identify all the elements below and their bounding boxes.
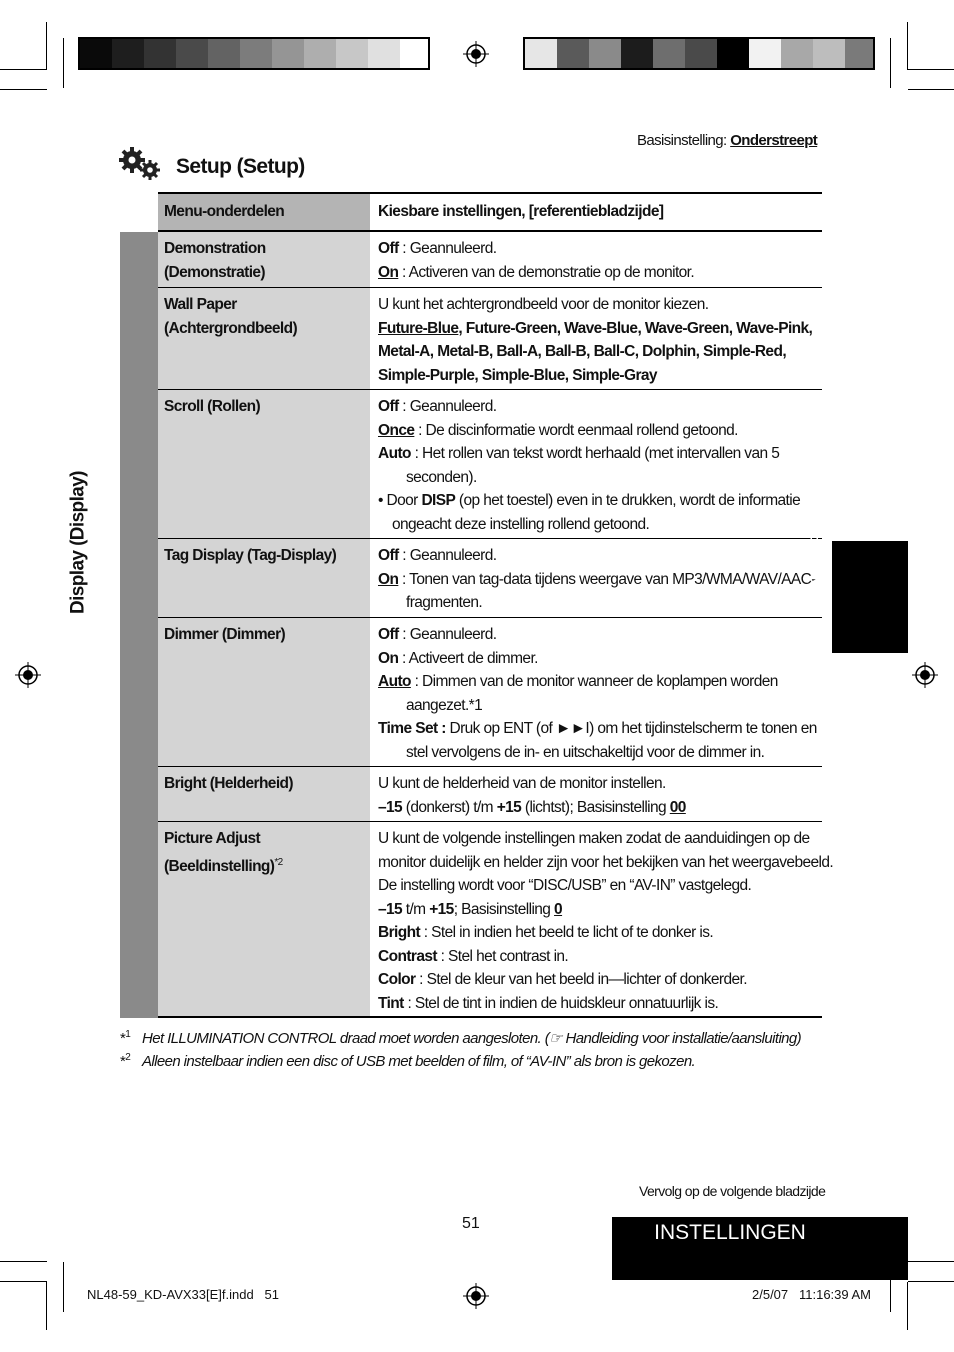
registration-mark-icon [463, 41, 489, 67]
crop-mark [907, 1282, 908, 1330]
option-key: On [378, 649, 399, 667]
row-description [378, 395, 822, 536]
row-name-line: Dimmer (Dimmer) [164, 626, 286, 643]
description-text: U kunt de volgende instellingen maken zodat de aanduidingen op de [378, 830, 810, 847]
table-row-demonstration [158, 232, 822, 288]
crop-mark [63, 38, 64, 88]
range-min: –15 [378, 900, 403, 918]
crop-mark [908, 1281, 954, 1282]
option-text: : Het rollen van tekst wordt herhaald (met intervallen van 5 [410, 445, 780, 462]
column-header-items: Menu-onderdelen [164, 203, 285, 220]
row-name-line: (Demonstratie) [164, 263, 265, 281]
crop-mark [907, 22, 908, 70]
crop-mark [0, 1281, 47, 1282]
crop-mark [908, 69, 954, 70]
footnote-mark: * [120, 1030, 126, 1047]
table-row-scroll [158, 390, 822, 539]
description-text: monitor duidelijk en helder zijn voor het bekijken van het weergavebeeld. [378, 853, 834, 871]
row-name [164, 237, 266, 284]
option-key: Bright [378, 924, 421, 941]
option-key: Off [378, 398, 399, 415]
option-list: , Future-Green, Wave-Blue, Wave-Green, Wave-Pink, [458, 319, 813, 337]
print-date: 2/5/07 11:16:39 AM [752, 1287, 872, 1302]
table-row-tag-display [158, 539, 822, 618]
footnote-text: Het ILLUMINATION CONTROL draad moet worden aangesloten. (☞ Handleiding voor installatie/aansluiting) [142, 1030, 802, 1047]
page-number: 51 [462, 1215, 480, 1232]
range-text: (donkerst) t/m [402, 798, 497, 816]
registration-mark-icon [463, 1283, 489, 1309]
option-text: : Stel de kleur van het beeld in—lichter of donkerder. [415, 971, 747, 988]
table-row-bright [158, 767, 822, 822]
row-name [164, 827, 283, 878]
row-name-line: Scroll (Rollen) [164, 398, 261, 415]
option-list: Metal-A, Metal-B, Ball-A, Ball-B, Ball-C, Dolphin, Simple-Red, [378, 343, 787, 360]
row-name [164, 293, 297, 340]
column-header-options: Kiesbare instellingen, [referentiebladzijde] [378, 203, 664, 220]
footnote-number: 1 [125, 1029, 131, 1040]
default-setting-value: Onderstreept [730, 132, 818, 149]
range-min: –15 [378, 798, 403, 816]
table-row-wallpaper [158, 288, 822, 390]
registration-mark-icon [912, 662, 938, 688]
option-key: Contrast [378, 947, 437, 965]
section-tab [612, 1217, 908, 1280]
row-description [378, 772, 822, 819]
row-name [164, 623, 285, 647]
option-text: : Geannuleerd. [398, 398, 497, 415]
option-key-default: On [378, 263, 399, 281]
option-text: : Geannuleerd. [398, 240, 497, 257]
crop-mark [890, 38, 891, 88]
button-name: DISP [421, 492, 456, 509]
crop-mark [46, 1282, 47, 1330]
table-row-dimmer [158, 618, 822, 767]
option-text: Druk op ENT (of ►►I) om het tijdinstelscherm te tonen en [445, 720, 817, 737]
option-text-continued: stel vervolgens de in- en uitschakeltijd voor de dimmer in. [406, 743, 765, 761]
option-key-default: On [378, 570, 399, 588]
footnote-1 [120, 1029, 801, 1047]
bullet-icon: • [378, 492, 383, 509]
row-description [378, 544, 822, 615]
option-list: Simple-Purple, Simple-Blue, Simple-Gray [378, 366, 657, 384]
option-key: Color [378, 971, 416, 988]
row-description [378, 237, 822, 284]
group-label: Display (Display) [67, 471, 89, 614]
note-text-continued: ongeacht deze instelling rollend getoond. [392, 515, 650, 533]
section-label: INSTELLINGEN [654, 1221, 806, 1244]
table-row-picture-adjust [158, 822, 834, 1018]
row-name [164, 395, 260, 419]
description-text: U kunt de helderheid van de monitor instellen. [378, 775, 666, 792]
option-default: Future-Blue [378, 319, 459, 337]
group-band [67, 232, 158, 1018]
option-text: : De discinformatie wordt eenmaal rollend getoond. [414, 421, 738, 439]
range-max: +15 [429, 900, 454, 918]
footnote-2 [120, 1052, 695, 1070]
page-title: Setup (Setup) [176, 155, 305, 178]
option-text-continued: aangezet.*1 [406, 696, 483, 714]
footnote-ref: *2 [274, 856, 283, 868]
option-text-continued: seconden). [406, 468, 477, 486]
gear-icon [118, 146, 162, 182]
registration-mark-icon [15, 662, 41, 688]
row-description [378, 623, 822, 764]
range-default: 0 [554, 900, 563, 918]
option-key: Tint [378, 994, 404, 1012]
option-key: Off [378, 240, 399, 257]
row-name-line: (Beeldinstelling) [164, 857, 275, 875]
grayscale-bar-left [78, 37, 430, 70]
option-text: : Stel de tint in indien de huidskleur onnatuurlijk is. [403, 994, 719, 1012]
option-text: : Geannuleerd. [398, 547, 497, 564]
description-text: De instelling wordt voor “DISC/USB” en “AV-IN” vastgelegd. [378, 877, 752, 894]
table-header [158, 192, 822, 232]
crop-mark [46, 22, 47, 70]
file-info: NL48-59_KD-AVX33[E]f.indd 51 [87, 1287, 279, 1302]
range-default: 00 [669, 798, 686, 816]
row-name [164, 772, 293, 796]
row-description [378, 827, 834, 1015]
range-max: +15 [496, 798, 522, 816]
language-tab [808, 462, 908, 653]
footnote-text: Alleen instelbaar indien een disc of USB met beelden of film, of “AV-IN” als bron is gekozen. [142, 1053, 696, 1070]
crop-mark [908, 89, 954, 90]
option-key: Auto [378, 445, 411, 462]
footnote-mark: * [120, 1053, 126, 1070]
note-text: Door [382, 492, 422, 509]
crop-mark [0, 69, 47, 70]
option-key-default: Once [378, 421, 415, 439]
language-label: NEDERLANDS [808, 462, 830, 586]
row-name-line: Tag Display (Tag-Display) [164, 547, 337, 564]
option-text: : Stel in indien het beeld te licht of te donker is. [420, 924, 714, 941]
default-setting-label: Basisinstelling: [637, 132, 731, 149]
option-key: Time Set : [378, 720, 446, 737]
range-text: t/m [402, 900, 430, 918]
option-key-default: Auto [378, 673, 411, 690]
row-name-line: Bright (Helderheid) [164, 775, 293, 792]
crop-mark [908, 1261, 954, 1262]
option-text-continued: fragmenten. [406, 594, 483, 611]
row-name-line: Demonstration [164, 240, 266, 257]
option-text: : Geannuleerd. [398, 626, 497, 643]
option-key: Off [378, 626, 399, 643]
footnote-number: 2 [125, 1052, 131, 1063]
crop-mark [63, 1262, 64, 1312]
row-name-line: Wall Paper [164, 296, 237, 313]
row-description [378, 293, 822, 387]
note-text: (op het toestel) even in te drukken, wordt de informatie [455, 492, 801, 509]
row-name [164, 544, 336, 568]
continued-note: Vervolg op de volgende bladzijde [639, 1183, 826, 1199]
option-text: : Activeert de dimmer. [398, 649, 538, 667]
grayscale-bar-right [523, 37, 875, 70]
option-text: : Activeren van de demonstratie op de monitor. [398, 263, 695, 281]
option-text: : Stel het contrast in. [436, 947, 569, 965]
range-text: ; Basisinstelling [453, 900, 555, 918]
row-name-line: (Achtergrondbeeld) [164, 319, 298, 337]
range-text: (lichtst); Basisinstelling [521, 798, 670, 816]
description-text: U kunt het achtergrondbeeld voor de monitor kiezen. [378, 296, 709, 313]
crop-mark [0, 1261, 47, 1262]
option-key: Off [378, 547, 399, 564]
option-text: : Dimmen van de monitor wanneer de koplampen worden [410, 673, 778, 690]
option-text: : Tonen van tag-data tijdens weergave van MP3/WMA/WAV/AAC- [398, 570, 816, 588]
default-setting-note [637, 132, 817, 149]
crop-mark [0, 89, 47, 90]
row-name-line: Picture Adjust [164, 830, 261, 847]
